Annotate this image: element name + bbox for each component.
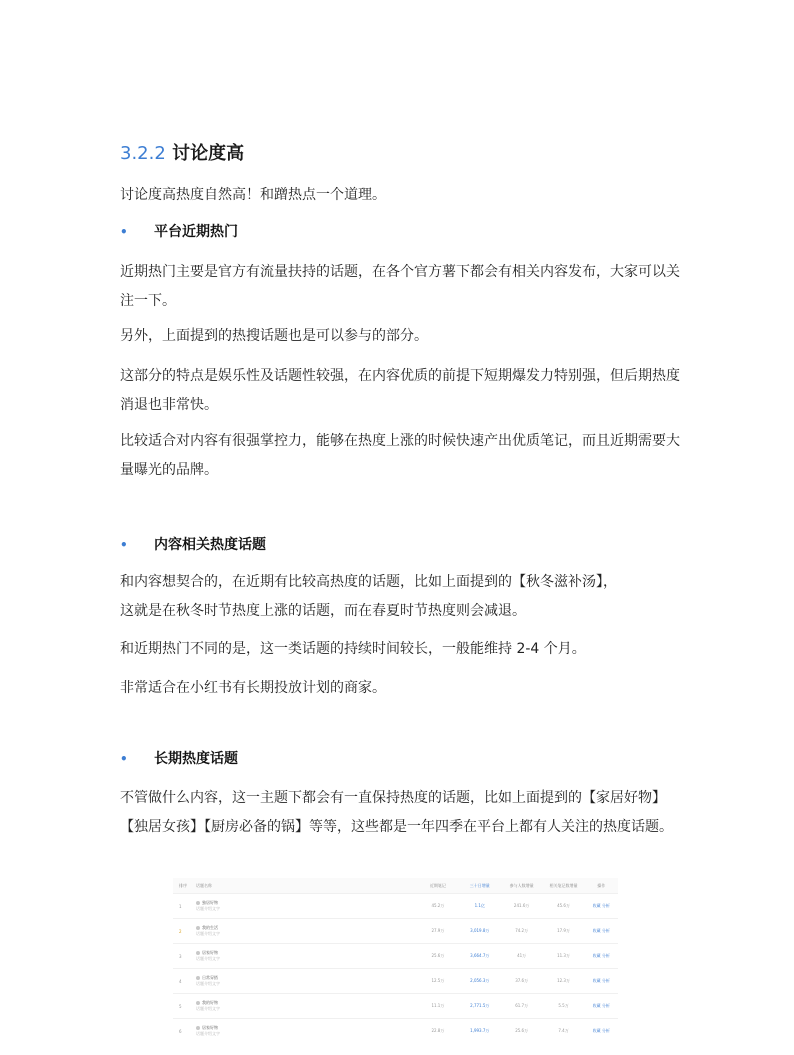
section-heading [120,139,244,165]
row-actions[interactable]: 收藏 分析 [584,919,618,944]
paragraph: 和内容想契合的，在近期有比较高热度的话题，比如上面提到的【秋冬滋补汤】， [120,574,617,590]
row-actions[interactable]: 收藏 分析 [584,1019,618,1044]
row-actions[interactable]: 收藏 分析 [584,969,618,994]
bullet-title: 长期热度话题 [154,751,238,767]
row-rank: 2 [173,919,195,944]
row-rank: 5 [173,994,195,1019]
cell-value: 5.5万 [543,994,585,1019]
cell-value: 7.4万 [543,1019,585,1044]
topic-cell[interactable] [195,944,417,969]
topic-name: 我的生活 [201,925,218,930]
cell-value: 241.6万 [501,894,543,919]
heading-number: 3.2.2 [120,143,166,164]
col-header-sorted[interactable]: 三十日增量 [459,878,501,894]
topic-table [173,878,618,1043]
cell-value: 41万 [501,944,543,969]
cell-value: 25.6万 [501,1019,543,1044]
table-row [173,944,618,969]
topic-table-screenshot [173,878,618,1036]
row-actions[interactable]: 收藏 分析 [584,944,618,969]
topic-desc: 话题介绍文字 [195,906,220,911]
cell-value: 1.1亿 [459,894,501,919]
col-header: 操作 [584,878,618,894]
table-row [173,969,618,994]
table-header-row [173,878,618,894]
paragraph: 非常适合在小红书有长期投放计划的商家。 [120,680,386,696]
cell-value: 1,993.7万 [459,1019,501,1044]
col-header[interactable]: 参与人数增量 [501,878,543,894]
paragraph: 这部分的特点是娱乐性及话题性较强，在内容优质的前提下短期爆发力特别强，但后期热度消退也非常快。 [120,368,680,413]
cell-value: 3,019.8万 [459,919,501,944]
cell-value: 22.8万 [417,1019,459,1044]
cell-value: 3,664.7万 [459,944,501,969]
paragraph: 近期热门主要是官方有流量扶持的话题，在各个官方薯下都会有相关内容发布，大家可以关注一下。 [120,264,680,309]
topic-desc: 话题介绍文字 [195,956,220,961]
cell-value: 25.6万 [417,944,459,969]
bullet-title: 内容相关热度话题 [154,537,266,553]
cell-value: 37.6万 [501,969,543,994]
topic-name: 居家好物 [201,950,218,955]
col-header[interactable]: 相关笔记数增量 [543,878,585,894]
topic-icon [196,976,200,980]
row-rank: 4 [173,969,195,994]
topic-name: 我的好物 [201,1000,218,1005]
col-header: 排序 [173,878,195,894]
row-rank: 3 [173,944,195,969]
bullet-dot-icon: • [120,225,128,239]
table-row [173,919,618,944]
cell-value: 12.5万 [417,969,459,994]
topic-name: 居家好物 [201,1025,218,1030]
intro-paragraph: 讨论度高热度自然高！和蹭热点一个道理。 [120,187,386,203]
topic-name: 日常穿搭 [201,975,218,980]
bullet-title: 平台近期热门 [154,224,238,240]
table-row [173,1019,618,1044]
bullet-heading-long-term [120,749,238,769]
topic-icon [196,1001,200,1005]
paragraph: 这就是在秋冬时节热度上涨的话题，而在春夏时节热度则会减退。 [120,603,526,619]
cell-value: 11.1万 [417,994,459,1019]
table-row [173,894,618,919]
cell-value: 12.3万 [543,969,585,994]
cell-value: 45.2万 [417,894,459,919]
row-rank: 1 [173,894,195,919]
paragraph: 比较适合对内容有很强掌控力，能够在热度上涨的时候快速产出优质笔记，而且近期需要大量曝光的品牌。 [120,433,680,478]
cell-value: 27.9万 [417,919,459,944]
topic-cell[interactable] [195,894,417,919]
cell-value: 2,056.3万 [459,969,501,994]
table-row [173,994,618,1019]
topic-icon [196,951,200,955]
bullet-heading-content-related [120,535,266,555]
topic-cell[interactable] [195,969,417,994]
cell-value: 17.9万 [543,919,585,944]
row-rank: 6 [173,1019,195,1044]
topic-desc: 话题介绍文字 [195,931,220,936]
bullet-dot-icon: • [120,752,128,766]
cell-value: 45.6万 [543,894,585,919]
topic-icon [196,926,200,930]
heading-title: 讨论度高 [172,143,245,164]
topic-desc: 话题介绍文字 [195,1031,220,1036]
row-actions[interactable]: 收藏 分析 [584,894,618,919]
bullet-heading-recent-hot [120,222,238,242]
col-header[interactable]: 近期笔记 [417,878,459,894]
topic-icon [196,1026,200,1030]
col-header: 话题名称 [195,878,417,894]
paragraph: 另外，上面提到的热搜话题也是可以参与的部分。 [120,328,428,344]
topic-cell[interactable] [195,994,417,1019]
cell-value: 2,771.5万 [459,994,501,1019]
topic-cell[interactable] [195,1019,417,1044]
bullet-dot-icon: • [120,538,128,552]
topic-name: 独居好物 [201,900,218,905]
paragraph: 不管做什么内容，这一主题下都会有一直保持热度的话题，比如上面提到的【家居好物】【独居女孩】【厨房必备的锅】等等，这些都是一年四季在平台上都有人关注的热度话题。 [120,790,673,835]
cell-value: 11.3万 [543,944,585,969]
topic-desc: 话题介绍文字 [195,1006,220,1011]
topic-desc: 话题介绍文字 [195,981,220,986]
cell-value: 74.2万 [501,919,543,944]
row-actions[interactable]: 收藏 分析 [584,994,618,1019]
topic-cell[interactable] [195,919,417,944]
topic-icon [196,901,200,905]
paragraph: 和近期热门不同的是，这一类话题的持续时间较长，一般能维持 2-4 个月。 [120,641,586,657]
cell-value: 61.7万 [501,994,543,1019]
